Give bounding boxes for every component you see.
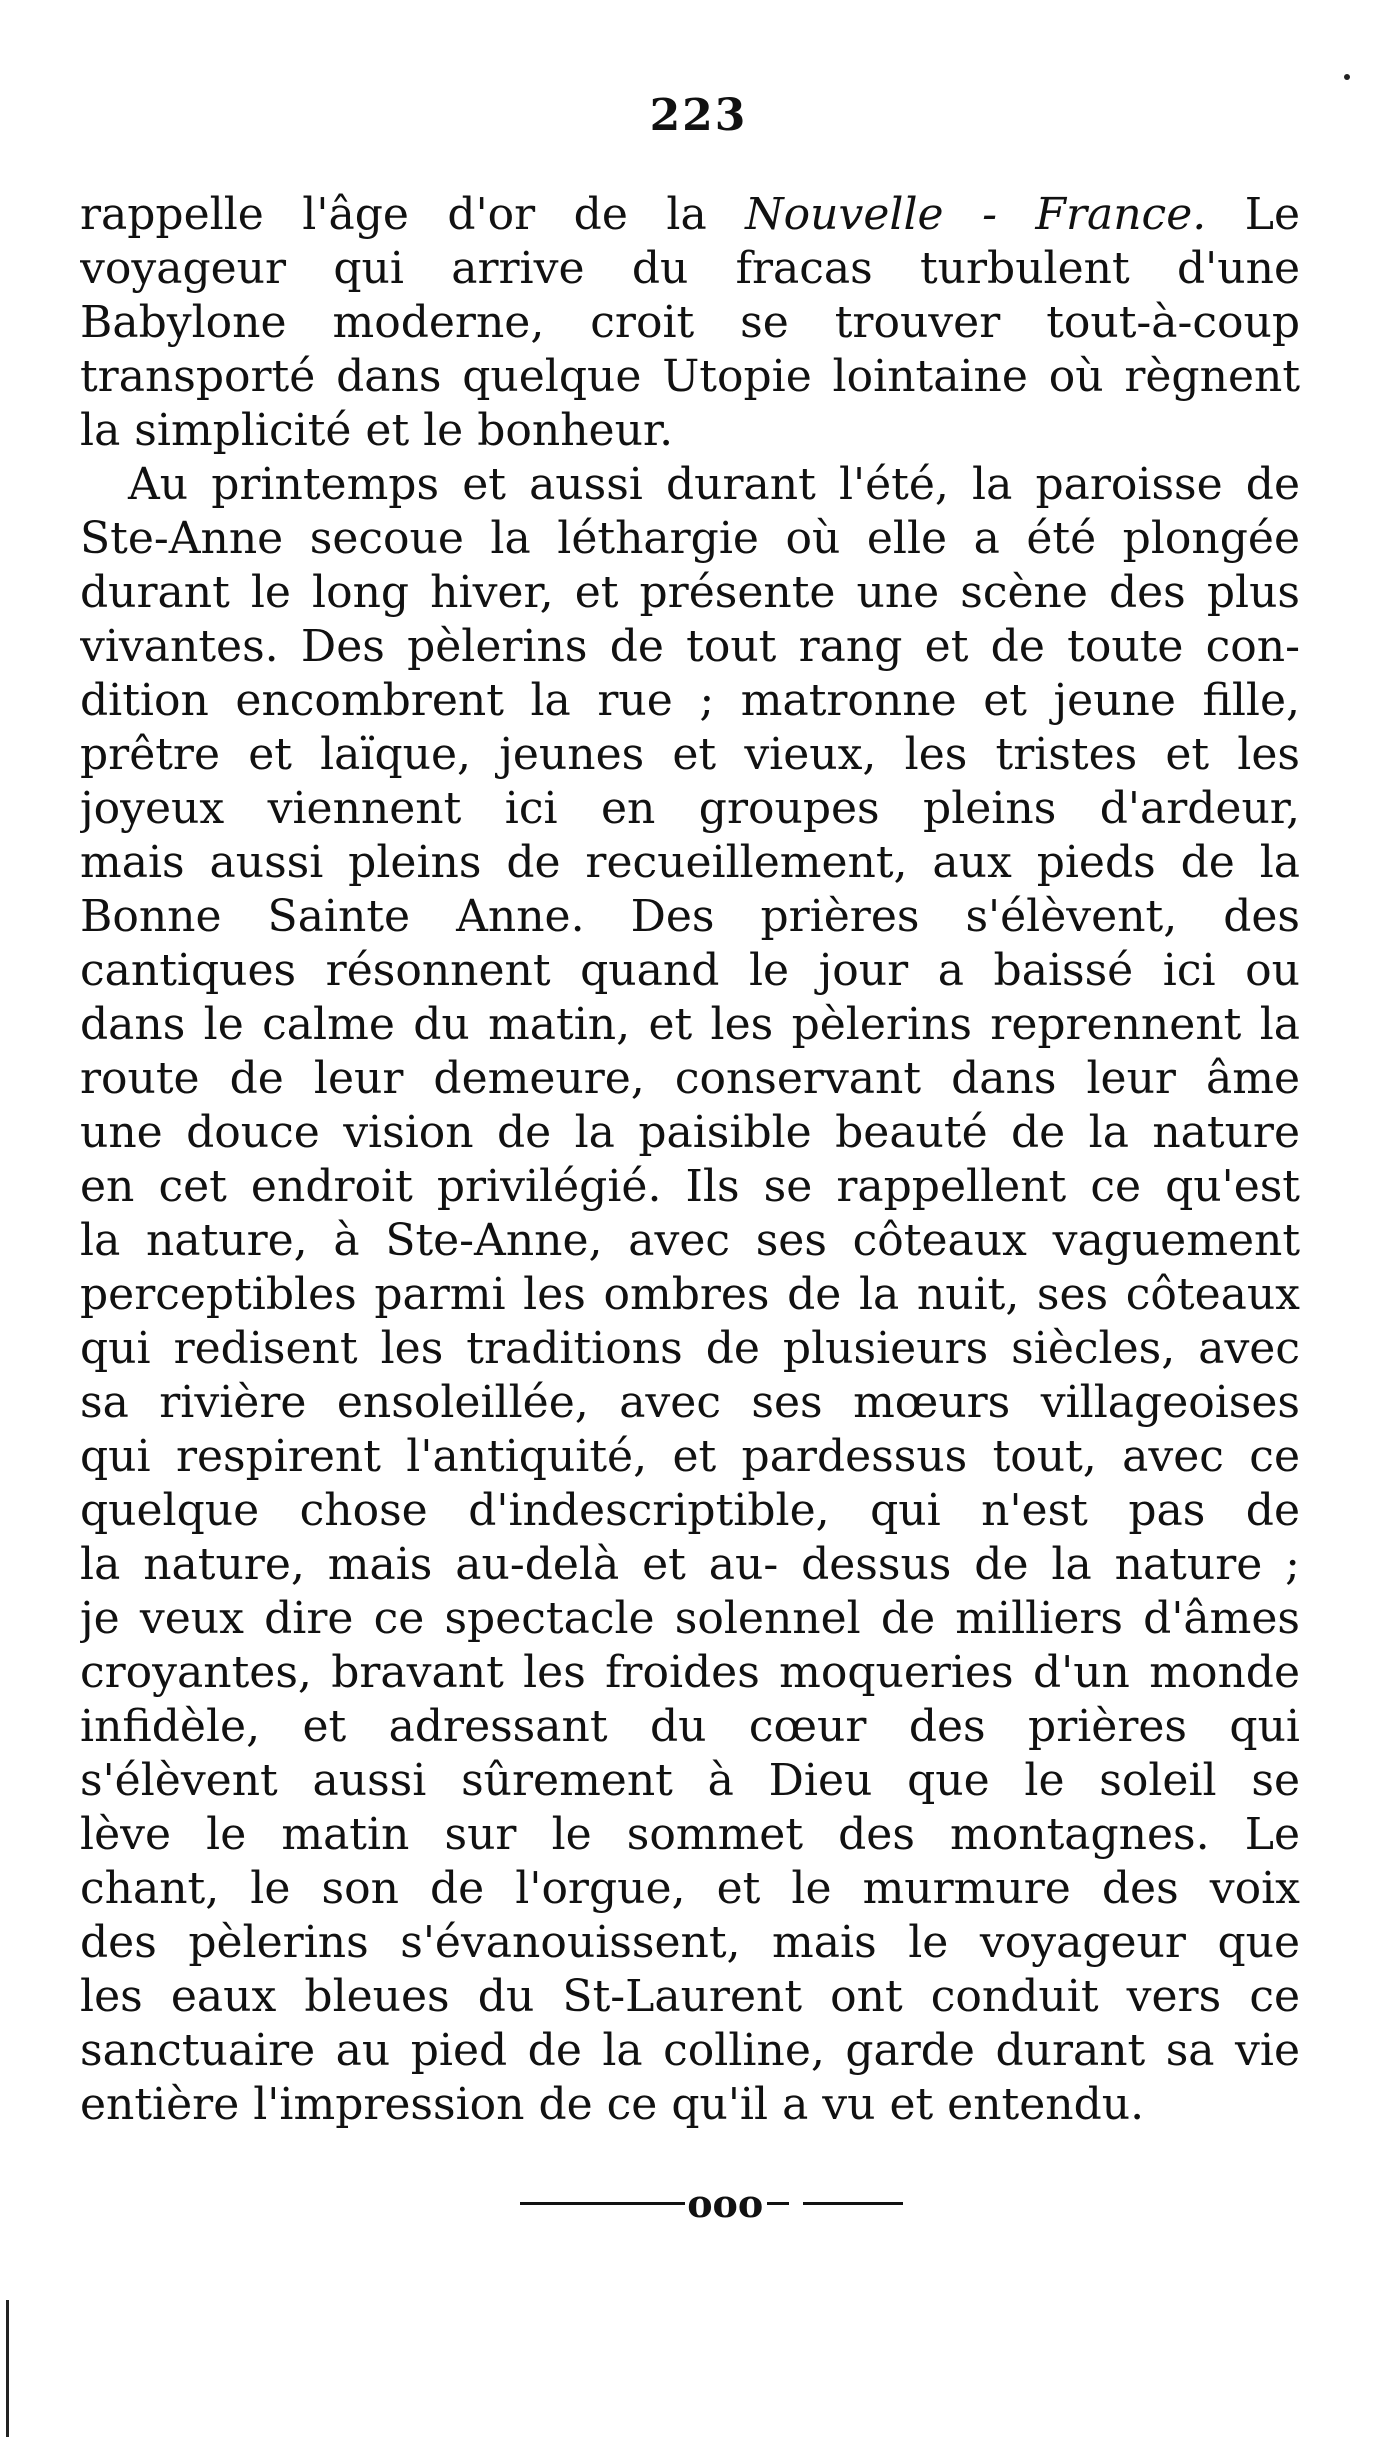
page-number: 223: [649, 90, 748, 141]
text-line: transporté dans quelque Utopie lointaine où règnent: [80, 351, 1300, 402]
text-line: Ste-Anne secoue la léthargie où elle a été plongée: [80, 513, 1300, 564]
page-edge-mark: [6, 2300, 9, 2437]
text-line: rappelle l'âge d'or de la Nouvelle - France. Le: [80, 189, 1300, 240]
text-line: cantiques résonnent quand le jour a baissé ici ou: [80, 945, 1300, 996]
divider-rule-left: [520, 2202, 685, 2205]
text-line: les eaux bleues du St-Laurent ont conduit vers ce: [80, 1971, 1300, 2022]
text-line: lève le matin sur le sommet des montagnes. Le: [80, 1809, 1300, 1860]
divider-rule-mid: [767, 2202, 789, 2205]
text-line: la nature, à Ste-Anne, avec ses côteaux vaguement: [80, 1215, 1300, 1266]
text-line: chant, le son de l'orgue, et le murmure des voix: [80, 1863, 1300, 1914]
text-line: dans le calme du matin, et les pèlerins reprennent la: [80, 999, 1300, 1050]
text-line: qui respirent l'antiquité, et pardessus tout, avec ce: [80, 1431, 1300, 1482]
section-divider: [0, 2132, 1397, 2226]
text-line: entière l'impression de ce qu'il a vu et entendu.: [80, 2079, 1145, 2130]
text-line: une douce vision de la paisible beauté de la nature: [80, 1107, 1300, 1158]
text-line: joyeux viennent ici en groupes pleins d'ardeur,: [80, 783, 1300, 834]
text-line: je veux dire ce spectacle solennel de milliers d'âmes: [80, 1593, 1300, 1644]
divider-rule-right: [803, 2202, 903, 2205]
text-line: perceptibles parmi les ombres de la nuit, ses côteaux: [80, 1269, 1300, 1320]
body-text: [80, 188, 1300, 2132]
text-line: sanctuaire au pied de la colline, garde durant sa vie: [80, 2025, 1300, 2076]
text-line: la nature, mais au-delà et au- dessus de la nature ;: [80, 1539, 1300, 1590]
text-line: prêtre et laïque, jeunes et vieux, les tristes et les: [80, 729, 1300, 780]
text-line: Au printemps et aussi durant l'été, la paroisse de: [128, 459, 1300, 510]
ink-speck: [1344, 74, 1350, 80]
text-line: route de leur demeure, conservant dans leur âme: [80, 1053, 1300, 1104]
text-line: infidèle, et adressant du cœur des prières qui: [80, 1701, 1300, 1752]
text-line: sa rivière ensoleillée, avec ses mœurs villageoises: [80, 1377, 1300, 1428]
text-line: dition encombrent la rue ; matronne et jeune fille,: [80, 675, 1300, 726]
text-line: Babylone moderne, croit se trouver tout-à-coup: [80, 297, 1300, 348]
text-line: la simplicité et le bonheur.: [80, 405, 674, 456]
text-line: durant le long hiver, et présente une scène des plus: [80, 567, 1300, 618]
text-line: qui redisent les traditions de plusieurs siècles, avec: [80, 1323, 1300, 1374]
text-line: croyantes, bravant les froides moqueries d'un monde: [80, 1647, 1300, 1698]
text-line: des pèlerins s'évanouissent, mais le voyageur que: [80, 1917, 1300, 1968]
text-line: s'élèvent aussi sûrement à Dieu que le soleil se: [80, 1755, 1300, 1806]
text-line: vivantes. Des pèlerins de tout rang et de toute con-: [80, 621, 1300, 672]
divider-mark: ooo: [687, 2181, 764, 2226]
text-line: quelque chose d'indescriptible, qui n'est pas de: [80, 1485, 1300, 1536]
text-line: mais aussi pleins de recueillement, aux pieds de la: [80, 837, 1300, 888]
text-line: Bonne Sainte Anne. Des prières s'élèvent, des: [80, 891, 1300, 942]
text-line: voyageur qui arrive du fracas turbulent d'une: [80, 243, 1300, 294]
text-line: en cet endroit privilégié. Ils se rappellent ce qu'est: [80, 1161, 1300, 1212]
